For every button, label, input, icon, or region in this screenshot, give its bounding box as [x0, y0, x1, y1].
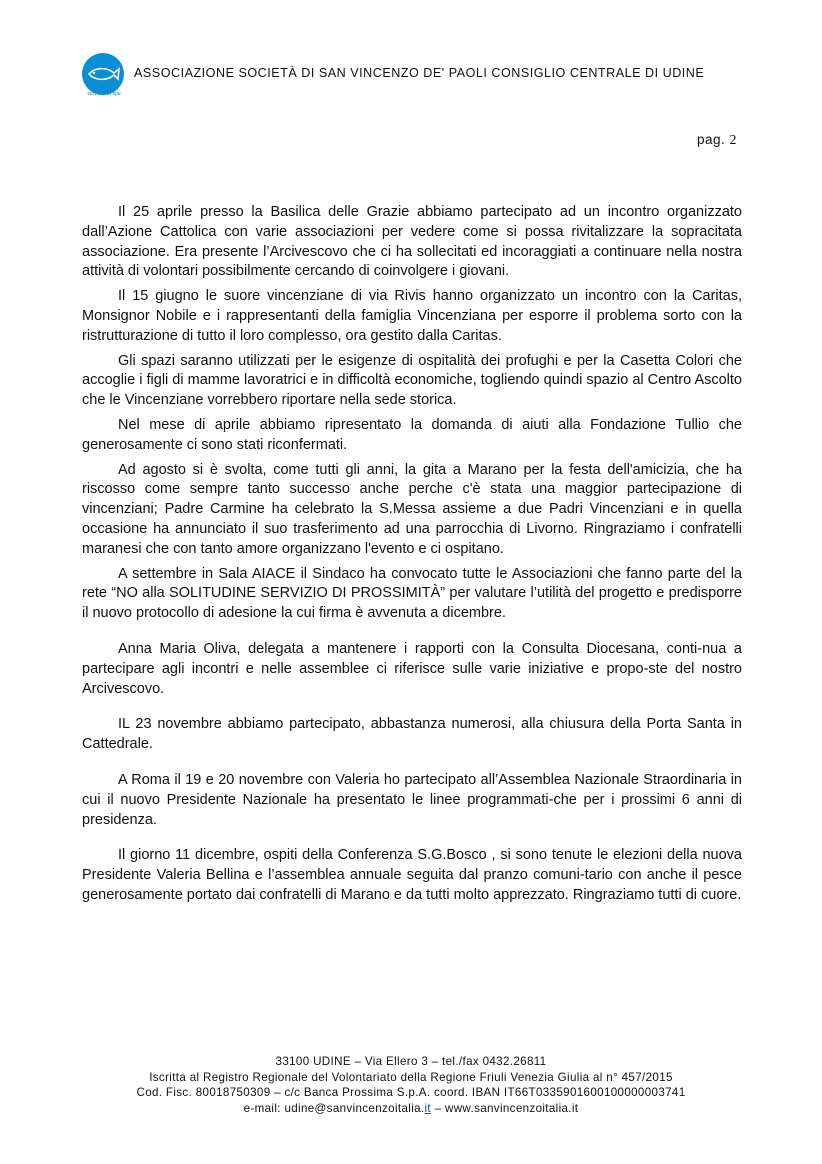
paragraph: Gli spazi saranno utilizzati per le esigenze di ospitalità dei profughi e per la Casetta Colori che accoglie i figli di mamme lavoratrici e in difficoltà economiche, togliendo quindi spazio al Centro Ascolto che le Vincenziane vorrebbero riportare nella sede storica. — [82, 352, 742, 409]
paragraph: Il 15 giugno le suore vincenziane di via Rivis hanno organizzato un incontro con la Caritas, Monsignor Nobile e i rappresentanti della famiglia Vincenziana per esporre il problema sorto con la ristrutturazione di tutto il loro complesso, ora gestito dalla Caritas. — [82, 288, 742, 344]
page-number — [697, 132, 737, 149]
email-link[interactable] — [284, 1102, 431, 1115]
paragraph: Anna Maria Oliva, delegata a mantenere i rapporti con la Consulta Diocesana, conti-nua a partecipare agli incontri e nelle assemblee ci riferisce sulle varie iniziative e propo-ste del nostro Arcivescovo. — [82, 640, 742, 697]
logo-caption: serviens in spe — [87, 91, 121, 97]
page-number-value: 2 — [729, 133, 738, 148]
association-logo — [81, 52, 125, 96]
header-title: ASSOCIAZIONE SOCIETÀ DI SAN VINCENZO DE' PAOLI CONSIGLIO CENTRALE DI UDINE — [134, 66, 705, 80]
footer-contacts — [60, 1101, 762, 1117]
email-user: udine@sanvincenzoitalia. — [284, 1101, 425, 1115]
paragraph: Il 25 aprile presso la Basilica delle Grazie abbiamo partecipato ad un incontro organizzato dall’Azione Cattolica con varie associazioni per vedere come si possa rivitalizzare la sopracitata associazione. Era presente l’Arcivescovo che ci ha sollecitati ed incoraggiati a continuare nella nostra attività di volontari possibilmente cercando di coinvolgere i giovani. — [82, 204, 742, 280]
paragraph: Nel mese di aprile abbiamo ripresentato la domanda di aiuti alla Fondazione Tullio che generosamente ci sono stati riconfermati. — [82, 416, 742, 453]
contact-separator: – — [434, 1101, 442, 1115]
footer-registry: Iscritta al Registro Regionale del Volontariato della Regione Friuli Venezia Giulia al n° 457/2015 — [149, 1070, 673, 1084]
website-link[interactable]: www.sanvincenzoitalia.it — [444, 1101, 579, 1115]
footer-address: 33100 UDINE – Via Ellero 3 – tel./fax 0432.26811 — [275, 1055, 547, 1068]
page-label: pag. — [697, 132, 726, 147]
footer-fiscal: Cod. Fisc. 80018750309 – c/c Banca Prossima S.p.A. coord. IBAN IT66T0335901600100000003741 — [136, 1086, 686, 1099]
letter-body — [82, 203, 742, 906]
paragraph: IL 23 novembre abbiamo partecipato, abbastanza numerosi, alla chiusura della Porta Santa in Cattedrale. — [82, 716, 742, 753]
fish-logo-icon — [81, 52, 125, 96]
email-tld: it — [424, 1101, 431, 1115]
paragraph: Il giorno 11 dicembre, ospiti della Conferenza S.G.Bosco , si sono tenute le elezioni della nuova Presidente Valeria Bellina e l’assemblea annuale seguita dal pranzo comuni-tario con anche il pesce generosamente portato dai confratelli di Marano e da tutti molto apprezzato. Ringraziamo tutti di cuore. — [82, 847, 742, 903]
paragraph: Ad agosto si è svolta, come tutti gli anni, la gita a Marano per la festa dell'amicizia, che ha riscosso come sempre tanto successo anche perche c'è stata una maggior partecipazione di vincenziani; Padre Carmine ha celebrato la S.Messa assieme a due Padri Vincenziani e in quella occasione ha annunciato il suo trasferimento ad una parrocchia di Livorno. Ringraziamo i confratelli maranesi che con tanto amore organizzano l'evento e ci ospitano. — [82, 461, 742, 557]
paragraph: A settembre in Sala AIACE il Sindaco ha convocato tutte le Associazioni che fanno parte del la rete “NO alla SOLITUDINE SERVIZIO DI PROSSIMITÀ” per valutare l’utilità del progetto e predisporre il nuovo protocollo di adesione la cui firma è avvenuta a dicembre. — [82, 565, 742, 622]
paragraph: A Roma il 19 e 20 novembre con Valeria ho partecipato all’Assemblea Nazionale Straordinaria in cui il nuovo Presidente Nazionale ha presentato le linee programmati-che per i prossimi 6 anni di presidenza. — [82, 771, 742, 828]
letterhead-footer — [60, 1054, 762, 1116]
email-label: e-mail: — [243, 1101, 281, 1115]
